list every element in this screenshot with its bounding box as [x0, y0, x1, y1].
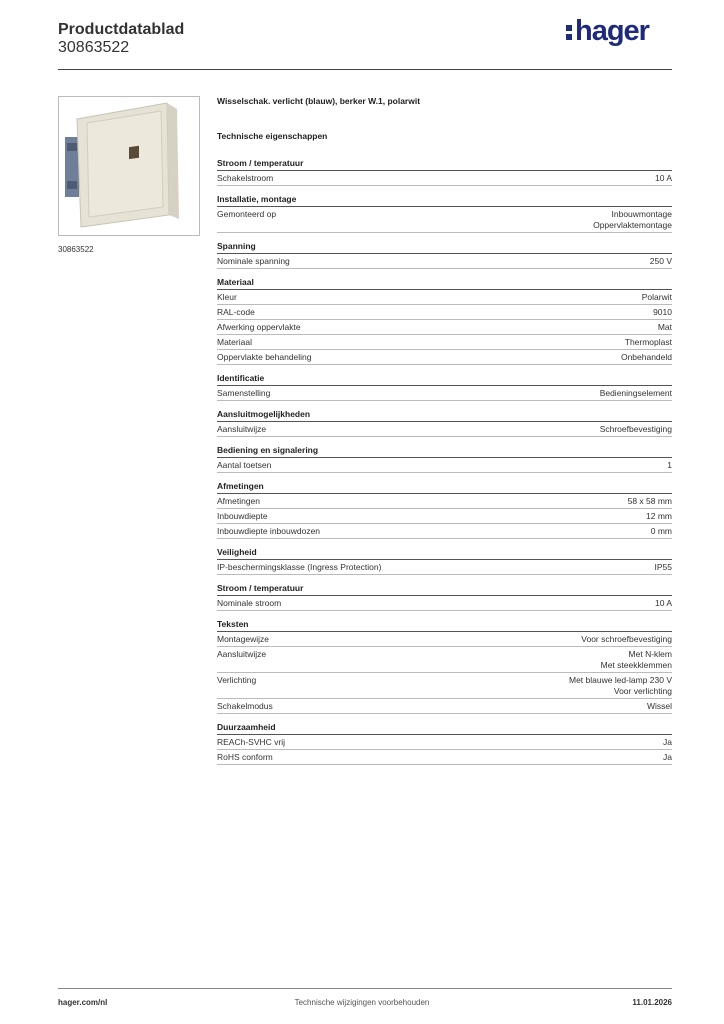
spec-value [600, 388, 672, 399]
spec-section [217, 276, 672, 365]
hager-logo [566, 15, 649, 48]
spec-label: Aantal toetsen [217, 460, 272, 470]
spec-section [217, 408, 672, 437]
spec-section [217, 618, 672, 714]
spec-value [600, 424, 672, 435]
spec-value-line: Voor verlichting [613, 686, 672, 696]
page-title: Productdatablad [58, 21, 185, 38]
section-heading: Veiligheid [217, 546, 672, 560]
spec-value-line: Met blauwe led-lamp 230 V [568, 675, 672, 685]
spec-label: Verlichting [217, 675, 257, 685]
spec-value [655, 598, 672, 609]
spec-section [217, 193, 672, 233]
spec-value-line: Ja [663, 752, 672, 762]
spec-value-line: Wissel [646, 701, 672, 711]
spec-value [650, 256, 672, 267]
spec-label: Kleur [217, 292, 237, 302]
spec-row [217, 632, 672, 647]
spec-value [647, 701, 672, 712]
spec-value-line: Schroefbevestiging [599, 424, 672, 434]
section-heading: Stroom / temperatuur [217, 582, 672, 596]
spec-row [217, 509, 672, 524]
spec-value [621, 352, 672, 363]
spec-value [569, 675, 672, 697]
spec-row [217, 254, 672, 269]
spec-value [642, 292, 672, 303]
spec-section [217, 721, 672, 765]
header-divider [58, 69, 672, 70]
spec-row [217, 673, 672, 699]
spec-label: Schakelstroom [217, 173, 274, 183]
spec-value-line: Oppervlaktemontage [593, 220, 672, 230]
spec-value-line: Inbouwmontage [611, 209, 672, 219]
spec-row [217, 699, 672, 714]
spec-value-line: 10 A [654, 598, 672, 608]
spec-value-line: Polarwit [641, 292, 672, 302]
spec-value-line: Met steekklemmen [600, 660, 672, 670]
spec-label: Gemonteerd op [217, 209, 277, 219]
spec-row [217, 524, 672, 539]
footer-website: hager.com/nl [58, 998, 108, 1007]
spec-row [217, 207, 672, 233]
spec-value [667, 460, 672, 471]
section-heading: Materiaal [217, 276, 672, 290]
spec-section [217, 372, 672, 401]
spec-label: Materiaal [217, 337, 252, 347]
product-title: Wisselschak. verlicht (blauw), berker W.1, polarwit [217, 96, 421, 106]
spec-value-line: 250 V [649, 256, 672, 266]
spec-value-line: Ja [663, 737, 672, 747]
product-image [58, 96, 200, 236]
spec-label: Inbouwdiepte [217, 511, 268, 521]
spec-label: Afmetingen [217, 496, 260, 506]
spec-label: RAL-code [217, 307, 255, 317]
spec-label: Afwerking oppervlakte [217, 322, 301, 332]
spec-value-line: 10 A [654, 173, 672, 183]
spec-section [217, 444, 672, 473]
spec-row [217, 290, 672, 305]
spec-row [217, 735, 672, 750]
brand-name: hager [575, 15, 649, 47]
footer-disclaimer: Technische wijzigingen voorbehouden [294, 998, 430, 1007]
footer-divider [58, 988, 672, 989]
spec-label: Montagewijze [217, 634, 269, 644]
switch-image-icon [59, 97, 199, 235]
spec-value [663, 752, 672, 763]
spec-value-line: Thermoplast [624, 337, 672, 347]
section-heading: Bediening en signalering [217, 444, 672, 458]
spec-label: Inbouwdiepte inbouwdozen [217, 526, 321, 536]
footer-date: 11.01.2026 [632, 998, 672, 1007]
spec-value-line: Bedieningselement [599, 388, 672, 398]
section-heading: Stroom / temperatuur [217, 157, 672, 171]
spec-row [217, 458, 672, 473]
spec-value-line: Mat [657, 322, 672, 332]
section-heading: Installatie, montage [217, 193, 672, 207]
spec-row [217, 350, 672, 365]
spec-value-line: Met N-klem [628, 649, 672, 659]
spec-value [628, 496, 672, 507]
spec-value [655, 173, 672, 184]
spec-row [217, 320, 672, 335]
spec-section [217, 157, 672, 186]
spec-section [217, 240, 672, 269]
spec-value [658, 322, 672, 333]
section-heading: Identificatie [217, 372, 672, 386]
spec-value-line: 58 x 58 mm [627, 496, 672, 506]
spec-value-line: 1 [667, 460, 672, 470]
spec-value-line: 0 mm [650, 526, 672, 536]
spec-section [217, 480, 672, 539]
section-heading: Spanning [217, 240, 672, 254]
spec-value-line: Voor schroefbevestiging [581, 634, 672, 644]
spec-row [217, 305, 672, 320]
spec-value [653, 307, 672, 318]
spec-row [217, 335, 672, 350]
section-heading: Teksten [217, 618, 672, 632]
spec-label: Nominale stroom [217, 598, 282, 608]
logo-dots-icon [566, 20, 573, 40]
product-number: 30863522 [58, 39, 130, 56]
spec-label: Oppervlakte behandeling [217, 352, 312, 362]
spec-value-line: 12 mm [646, 511, 672, 521]
spec-label: IP-beschermingsklasse (Ingress Protection) [217, 562, 382, 572]
section-heading: Aansluitmogelijkheden [217, 408, 672, 422]
spec-label: Schakelmodus [217, 701, 273, 711]
spec-value [655, 562, 673, 573]
image-caption: 30863522 [58, 245, 94, 254]
spec-section [217, 582, 672, 611]
spec-row [217, 560, 672, 575]
spec-row [217, 647, 672, 673]
spec-section [217, 546, 672, 575]
spec-value [581, 634, 672, 645]
spec-label: Aansluitwijze [217, 649, 267, 659]
spec-value [663, 737, 672, 748]
spec-value [601, 649, 672, 671]
spec-row [217, 750, 672, 765]
spec-row [217, 494, 672, 509]
spec-row [217, 596, 672, 611]
spec-value-line: IP55 [654, 562, 672, 572]
spec-value-line: Onbehandeld [620, 352, 672, 362]
spec-table [217, 150, 672, 765]
spec-label: RoHS conform [217, 752, 273, 762]
section-heading: Duurzaamheid [217, 721, 672, 735]
spec-label: Aansluitwijze [217, 424, 267, 434]
tech-properties-title: Technische eigenschappen [217, 131, 328, 141]
spec-value [593, 209, 672, 231]
spec-label: Samenstelling [217, 388, 271, 398]
spec-value [646, 511, 672, 522]
spec-row [217, 422, 672, 437]
spec-value [651, 526, 672, 537]
spec-value-line: 9010 [653, 307, 672, 317]
spec-row [217, 386, 672, 401]
spec-label: REACh-SVHC vrij [217, 737, 286, 747]
spec-label: Nominale spanning [217, 256, 290, 266]
spec-value [625, 337, 672, 348]
spec-row [217, 171, 672, 186]
section-heading: Afmetingen [217, 480, 672, 494]
